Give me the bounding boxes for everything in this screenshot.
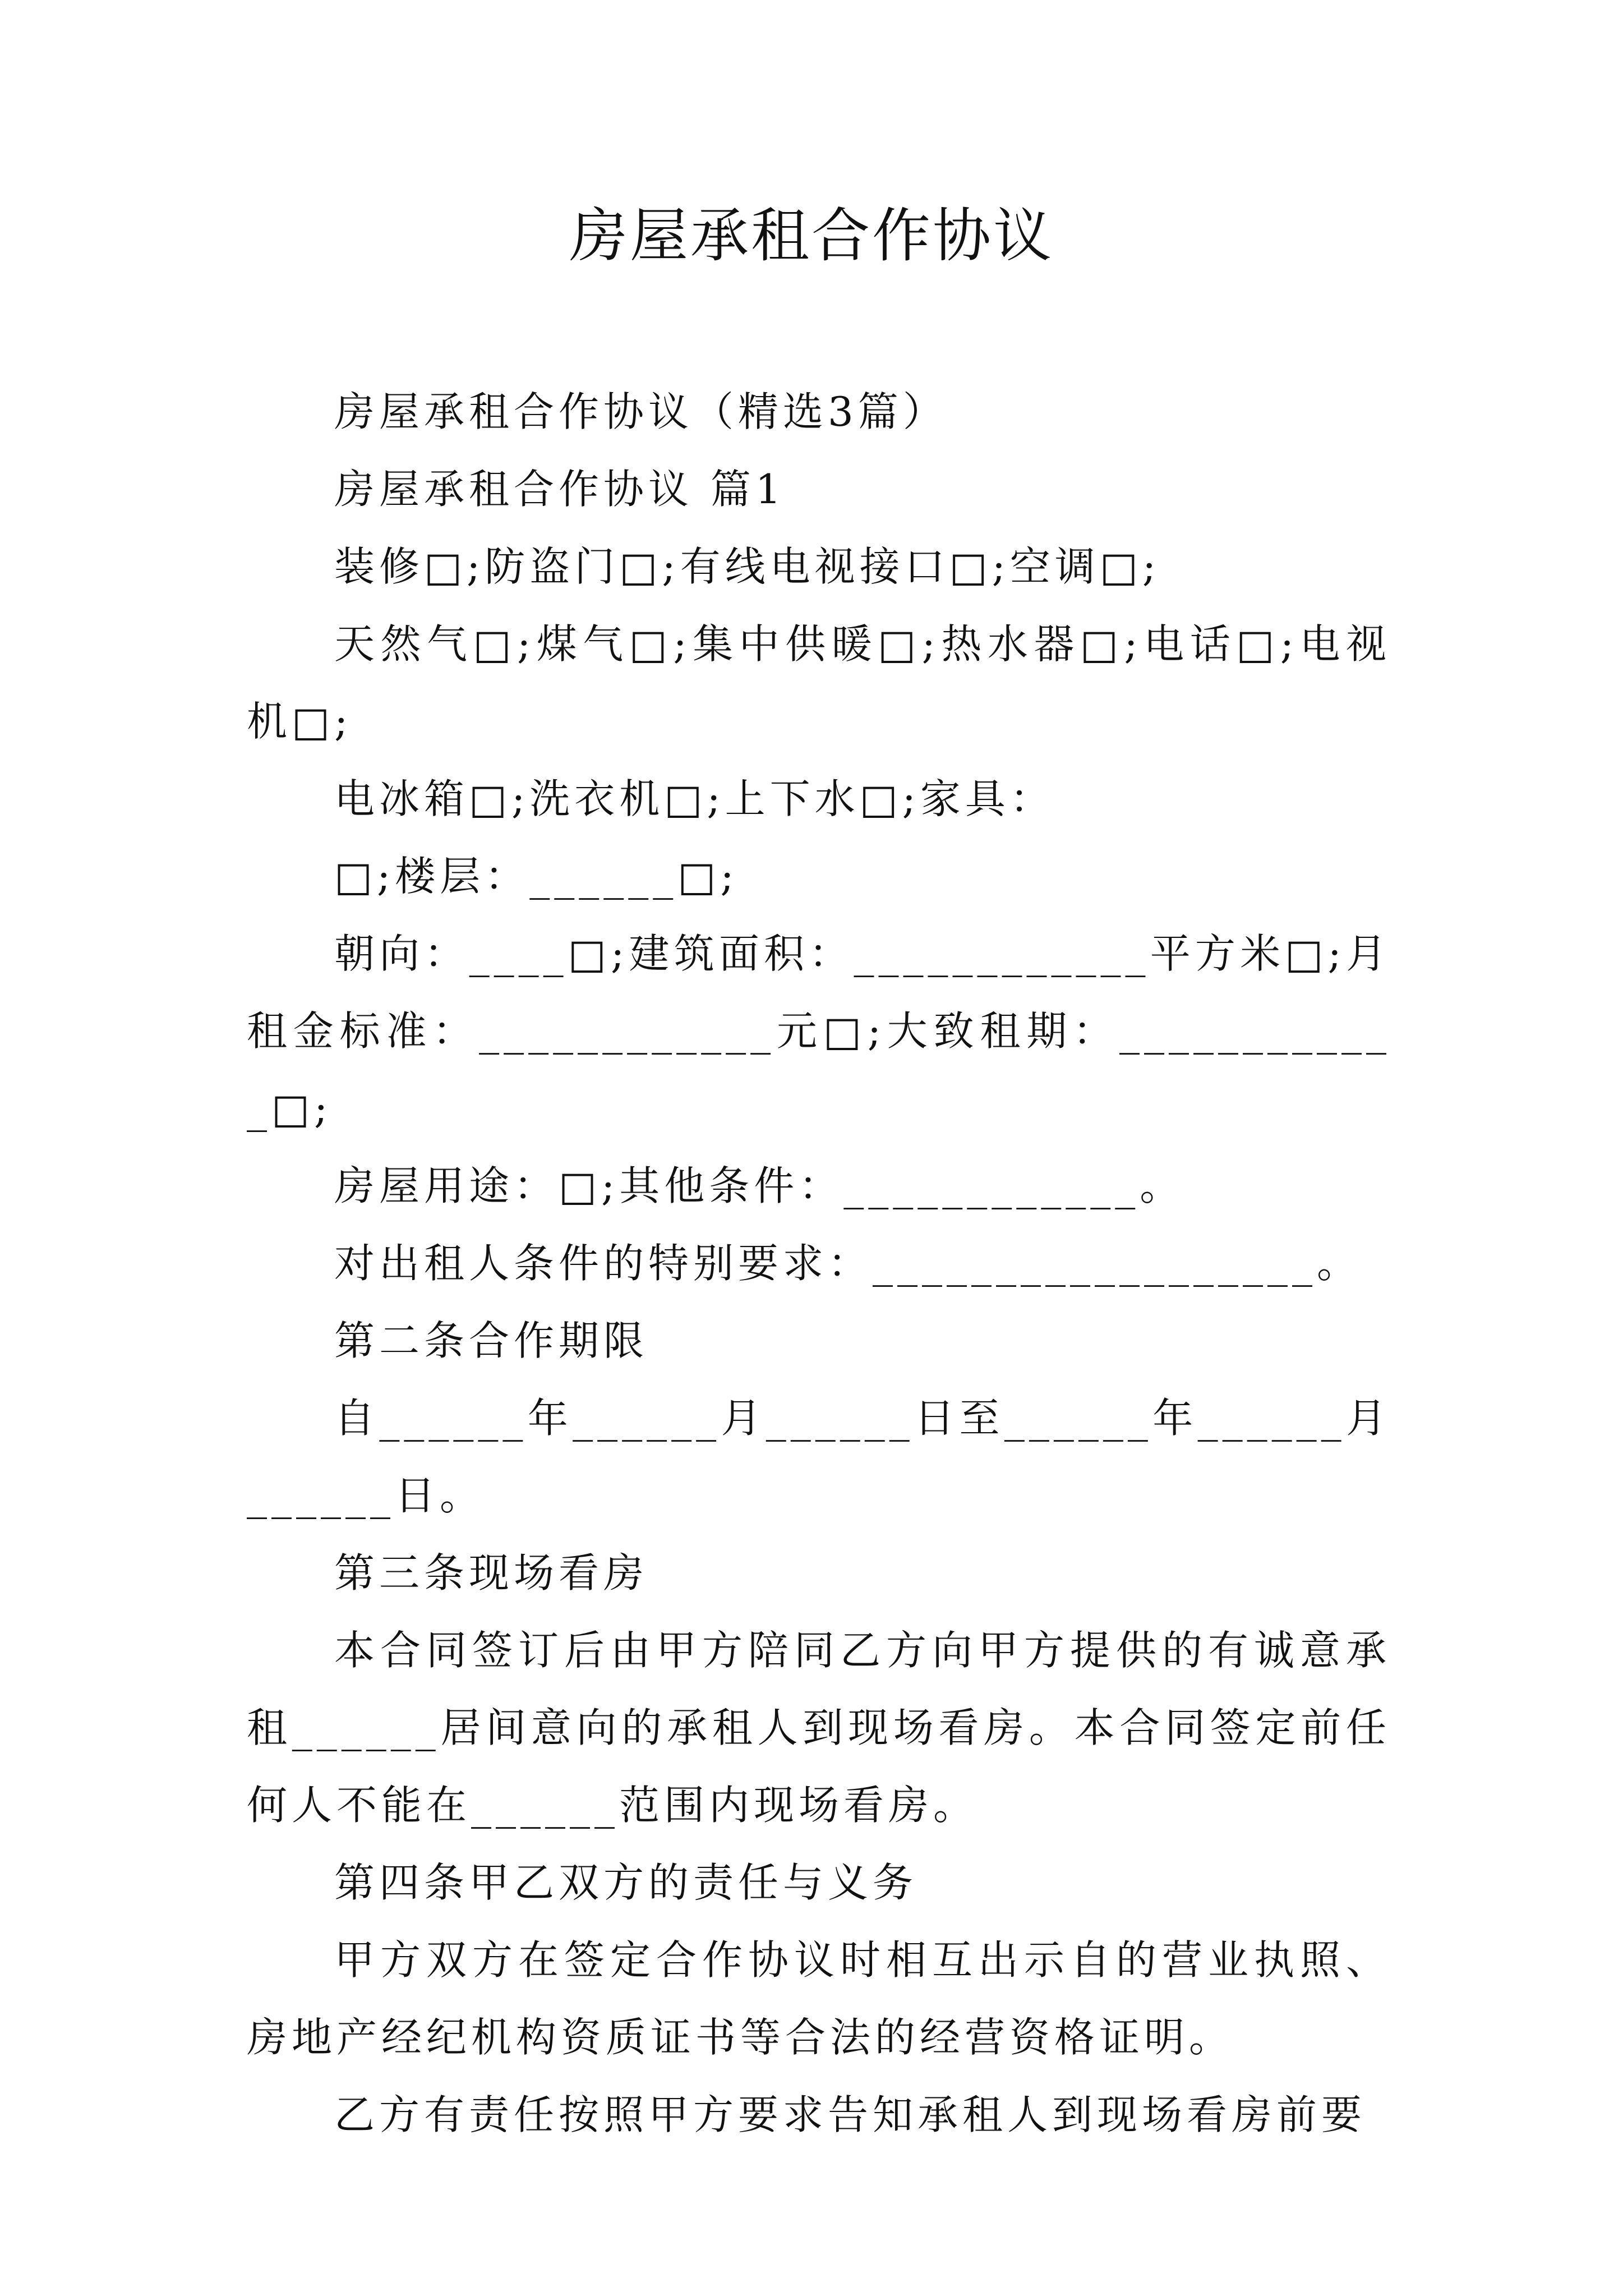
paragraph-3: 装修□;防盗门□;有线电视接口□;空调□; xyxy=(334,543,1161,590)
paragraph-14: 第四条甲乙双方的责任与义务 xyxy=(334,1859,918,1906)
paragraph-1: 房屋承租合作协议（精选3篇） xyxy=(334,388,948,435)
paragraph-15: 甲方双方在签定合作协议时相互出示自的营业执照、房地产经纪机构资质证书等合法的经营资格证明。 xyxy=(247,1936,1391,2061)
paragraph-2: 房屋承租合作协议 篇1 xyxy=(334,466,786,513)
paragraph-8: 房屋用途：□;其他条件：____________。 xyxy=(334,1162,1185,1209)
paragraph-4: 天然气□;煤气□;集中供暖□;热水器□;电话□;电视机□; xyxy=(247,620,1391,745)
paragraph-12: 第三条现场看房 xyxy=(334,1549,649,1596)
paragraph-10: 第二条合作期限 xyxy=(334,1317,649,1364)
paragraph-5: 电冰箱□;洗衣机□;上下水□;家具： xyxy=(334,775,1055,822)
document-title: 房屋承租合作协议 xyxy=(569,201,1054,270)
paragraph-11: 自______年______月______日至______年______月______日。 xyxy=(247,1395,1391,1519)
paragraph-7: 朝向：____□;建筑面积：____________平方米□;月租金标准：____________元□;大致租期：____________□; xyxy=(247,930,1391,1132)
paragraph-9: 对出租人条件的特别要求：__________________。 xyxy=(334,1240,1362,1287)
paragraph-13: 本合同签订后由甲方陪同乙方向甲方提供的有诚意承租______居间意向的承租人到现场看房。本合同签定前任何人不能在______范围内现场看房。 xyxy=(247,1627,1391,1829)
paragraph-16: 乙方有责任按照甲方要求告知承租人到现场看房前要 xyxy=(334,2091,1367,2138)
paragraph-6: □;楼层：______□; xyxy=(334,853,739,900)
document-body xyxy=(247,373,1391,2154)
